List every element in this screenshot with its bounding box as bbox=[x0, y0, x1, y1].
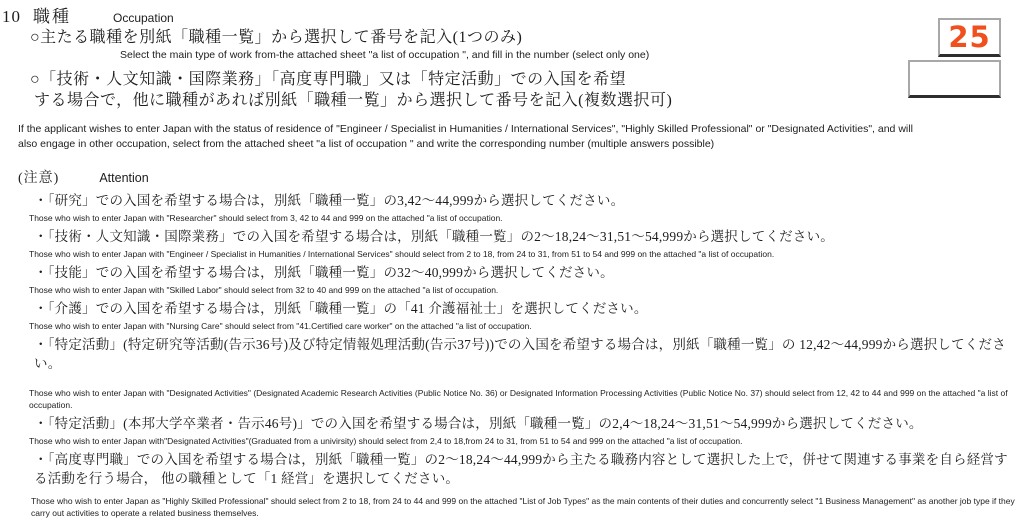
attention-label-ja: (注意) bbox=[18, 171, 60, 186]
note-ja: ・「特定活動」(特定研究等活動(告示36号)及び特定情報処理活動(告示37号))での入国を希望する場合は，別紙「職種一覧」の 12,42〜44,999から選択してください。 bbox=[34, 337, 1006, 371]
section-header bbox=[2, 2, 1024, 27]
note-ja: ・「高度専門職」での入国を希望する場合は，別紙「職種一覧」の2〜18,24〜44,999から主たる職務内容として選択した上で，併せて関連する事業を自ら経営する活動を行う場合， 他の職種として「1 経営」を選択してください。 bbox=[34, 452, 1008, 486]
main-occupation-instruction-en: Select the main type of work from-the attached sheet "a list of occupation ", and fill in the number (select only one) bbox=[120, 49, 650, 61]
section-number: 10 bbox=[2, 7, 21, 26]
main-occupation-number-field[interactable] bbox=[938, 18, 1001, 57]
note-nursing-care bbox=[0, 299, 1024, 332]
note-ja: ・「技能」での入国を希望する場合は，別紙「職種一覧」の32〜40,999から選択してください。 bbox=[34, 265, 614, 280]
other-occupation-instruction-ja-line2: する場合で，他に職種があれば別紙「職種一覧」から選択して番号を記入(複数選択可) bbox=[34, 92, 673, 109]
other-occupation-instruction-en: If the applicant wishes to enter Japan with the status of residence of "Engineer / Specialist in Humanities / International Services", "Highly Skilled Professional" or "Designated Activities", and will also engage in other occupation, select from the attached sheet "a list of occupation " and write the corresponding number (multiple answers possible) bbox=[18, 123, 913, 150]
section-title-en: Occupation bbox=[113, 11, 174, 25]
note-en: Those who wish to enter Japan with "Researcher" should select from 3, 42 to 44 and 999 on the attached "a list of occupation. bbox=[29, 213, 503, 223]
note-en: Those who wish to enter Japan with "Nursing Care" should select from "41.Certified care worker" on the attached "a list of occupation. bbox=[29, 321, 532, 331]
note-en: Those who wish to enter Japan as "Highly Skilled Professional" should select from 2 to 18, from 24 to 44 and 999 on the attached "List of Job Types" as the main contents of their duties and concurrently select "1 Business Management" as another job type if they carry out activities to operate a related business themselves. bbox=[31, 496, 1015, 518]
other-occupation-number-field[interactable] bbox=[908, 60, 1001, 98]
note-skilled-labor bbox=[0, 263, 1024, 296]
section-title-ja: 職種 bbox=[33, 7, 71, 26]
main-occupation-instruction-ja: ○主たる職種を別紙「職種一覧」から選択して番号を記入(1つのみ) bbox=[30, 29, 523, 46]
note-en: Those who wish to enter Japan with "Skilled Labor" should select from 32 to 40 and 999 on the attached "a list of occupation. bbox=[29, 285, 499, 295]
note-engineer-humanities bbox=[0, 227, 1024, 260]
note-designated-activities-46 bbox=[0, 414, 1024, 447]
note-researcher bbox=[0, 191, 1024, 224]
main-occupation-number-value: 25 bbox=[948, 19, 991, 54]
note-ja: ・「特定活動」(本邦大学卒業者・告示46号)」での入国を希望する場合は，別紙「職種一覧」の2,4〜18,24〜31,51〜54,999から選択してください。 bbox=[34, 416, 923, 431]
attention-heading bbox=[18, 167, 1024, 187]
attention-notes-list bbox=[0, 191, 1024, 519]
note-ja: ・「技術・人文知識・国際業務」での入国を希望する場合は，別紙「職種一覧」の2〜18,24〜31,51〜54,999から選択してください。 bbox=[34, 229, 834, 244]
note-en: Those who wish to enter Japan with "Designated Activities" (Designated Academic Research Activities (Public Notice No. 36) or Designated Information Processing Activities (Public Notice No. 37) should select from 12, 42 to 44 and 999 on the attached "a list of occupation. bbox=[29, 388, 1008, 410]
note-en: Those who wish to enter Japan with "Engineer / Specialist in Humanities / International Services" should select from 2 to 18, from 24 to 31, from 51 to 54 and 999 on the attached "a list of occupation. bbox=[29, 249, 775, 259]
note-ja: ・「介護」での入国を希望する場合は，別紙「職種一覧」の「41 介護福祉士」を選択してください。 bbox=[34, 301, 648, 316]
other-occupation-instruction-ja-line1: ○「技術・人文知識・国際業務」「高度専門職」又は「特定活動」での入国を希望 bbox=[30, 71, 627, 88]
note-designated-activities-36-37 bbox=[0, 335, 1024, 411]
note-ja: ・「研究」での入国を希望する場合は，別紙「職種一覧」の3,42〜44,999から選択してください。 bbox=[34, 193, 625, 208]
note-highly-skilled-professional bbox=[0, 450, 1024, 519]
note-en: Those who wish to enter Japan with"Designated Activities"(Graduated from a univirsity) should select from 2,4 to 18,from 24 to 31, from 51 to 54 and 999 on the attached "a list of occupation. bbox=[29, 436, 743, 446]
attention-label-en: Attention bbox=[99, 171, 149, 185]
